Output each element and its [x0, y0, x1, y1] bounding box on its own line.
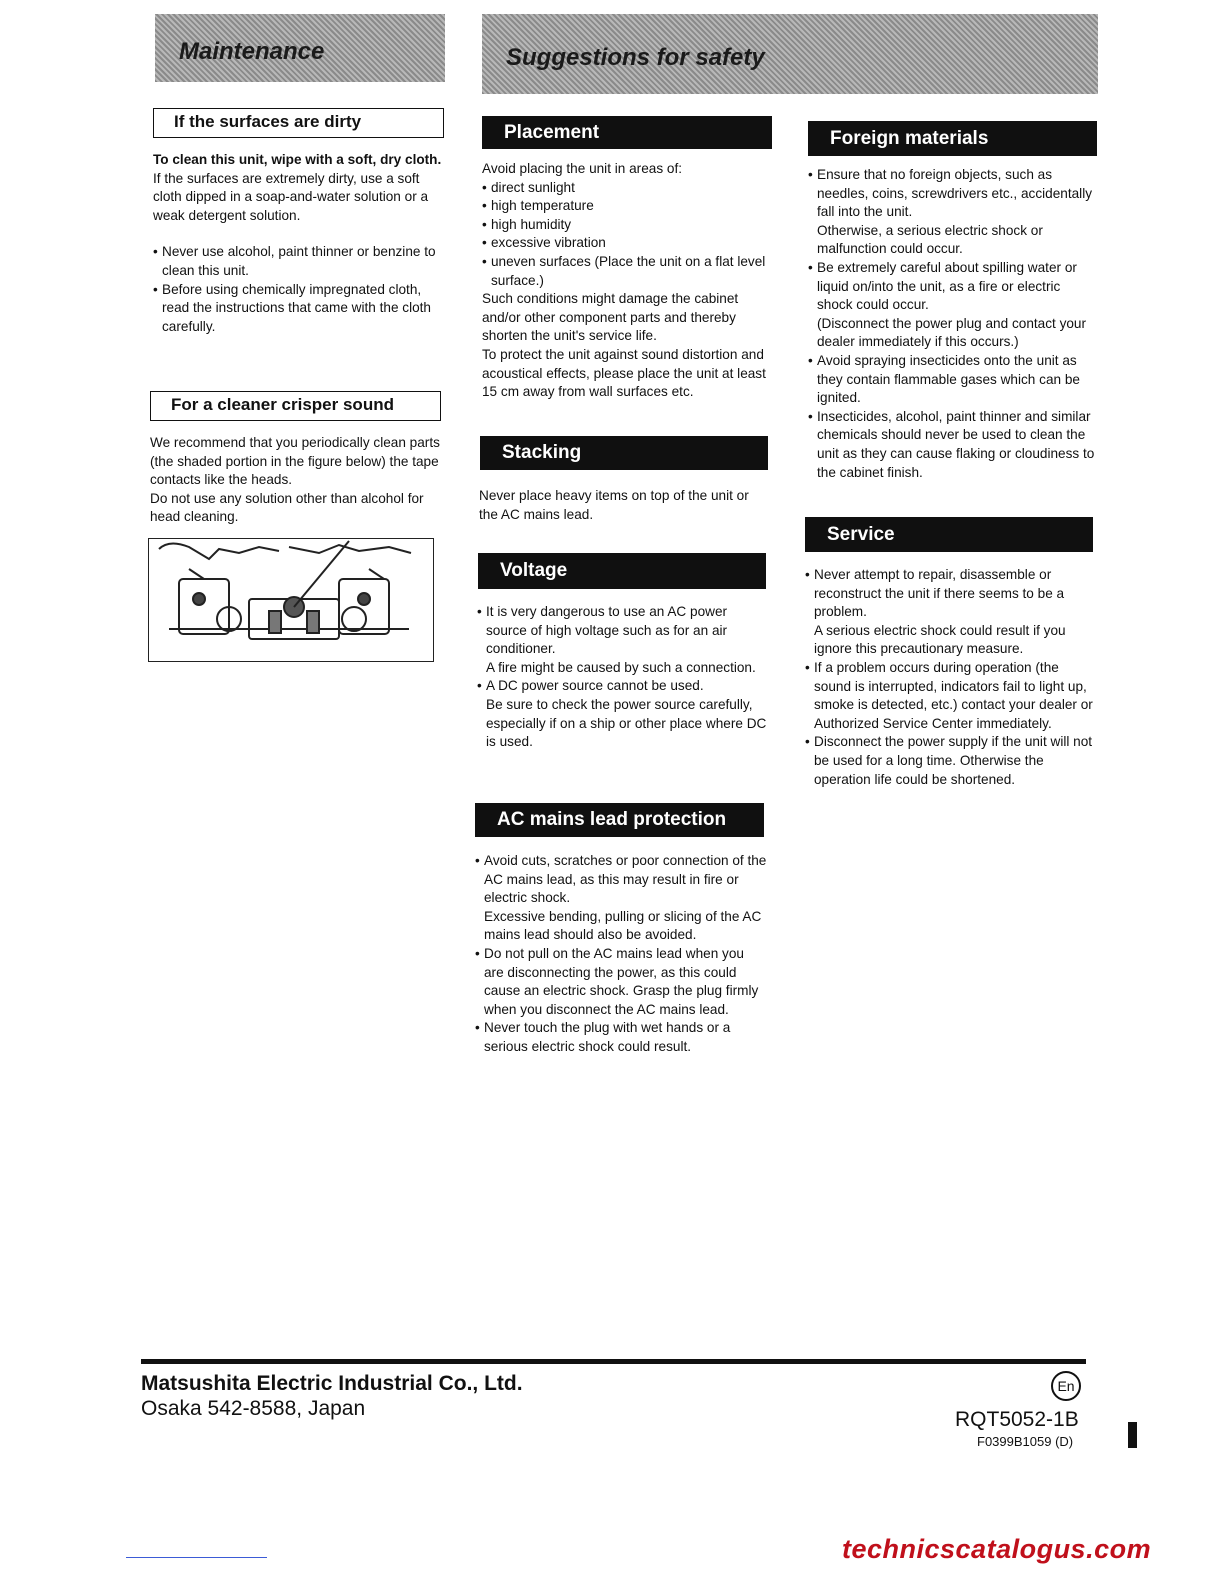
- dirty-heading-label: If the surfaces are dirty: [174, 112, 362, 131]
- crisper-heading: [150, 391, 441, 421]
- placement-para: To protect the unit against sound distortion and acoustical effects, please place the unit at least 15 cm away from wall surfaces etc.: [482, 346, 766, 400]
- list-item: • high temperature: [482, 197, 772, 216]
- service-heading-label: Service: [827, 524, 895, 545]
- list-item: [805, 566, 1097, 659]
- foreign-section: [808, 166, 1098, 482]
- dirty-para: If the surfaces are extremely dirty, use a soft cloth dipped in a soap-and-water solution or a weak detergent solution.: [153, 170, 429, 223]
- bullet-text: • Do not pull on the AC mains lead when you are disconnecting the power, as this could cause an electric shock. Grasp the plug firmly when you disconnect the AC mains lead.: [484, 945, 759, 1017]
- company-name: Matsushita Electric Industrial Co., Ltd.: [141, 1372, 523, 1395]
- bullet-text: • It is very dangerous to use an AC power source of high voltage such as for an air conditioner.: [486, 604, 728, 657]
- watermark-link[interactable]: technicscatalogus.com: [842, 1534, 1152, 1564]
- service-section: [805, 566, 1097, 789]
- dirty-section: [153, 151, 443, 336]
- maintenance-title: Maintenance: [179, 38, 325, 65]
- link-underline: [126, 1557, 267, 1558]
- bullet-subtext: Be sure to check the power source carefully, especially if on a ship or other place where DC is used.: [486, 696, 767, 750]
- crisper-section: [150, 434, 440, 527]
- list-item: • excessive vibration: [482, 234, 772, 253]
- list-item: • direct sunlight: [482, 179, 772, 198]
- bullet-text: • Never attempt to repair, disassemble or reconstruct the unit if there seems to be a problem.: [814, 567, 1065, 620]
- voltage-section: [477, 603, 769, 752]
- footer-rule: [141, 1359, 1086, 1364]
- company-address: Osaka 542-8588, Japan: [141, 1397, 366, 1420]
- bullet-subtext: (Disconnect the power plug and contact your dealer immediately if this occurs.): [817, 315, 1087, 350]
- page-edge-mark: [1128, 1422, 1137, 1448]
- mains-heading: [475, 803, 764, 837]
- service-bullets: [805, 566, 1097, 789]
- bullet-text: • Insecticides, alcohol, paint thinner and similar chemicals should never be used to clean the unit as they can cause flaking or cloudiness to the cabinet finish.: [817, 408, 1095, 480]
- mains-bullets: [475, 852, 767, 1057]
- list-item: [475, 1019, 767, 1056]
- foreign-bullets: [808, 166, 1098, 482]
- bullet-subtext: A fire might be caused by such a connection.: [486, 659, 756, 675]
- placement-para: Such conditions might damage the cabinet and/or other component parts and thereby shorten the unit's service life.: [482, 291, 739, 344]
- language-badge: En: [1051, 1371, 1081, 1401]
- safety-title: Suggestions for safety: [506, 44, 765, 71]
- crisper-heading-label: For a cleaner crisper sound: [171, 395, 394, 414]
- crisper-para: Do not use any solution other than alcohol for head cleaning.: [150, 490, 424, 525]
- foreign-heading-label: Foreign materials: [830, 128, 989, 149]
- voltage-bullets: [477, 603, 769, 752]
- list-item: [475, 852, 767, 945]
- stacking-para: Never place heavy items on top of the unit or the AC mains lead.: [479, 488, 749, 522]
- bullet-text: • Disconnect the power supply if the unit will not be used for a long time. Otherwise the operation life could be shortened.: [814, 734, 1093, 787]
- mains-heading-label: AC mains lead protection: [497, 809, 727, 830]
- voltage-heading: [478, 553, 766, 589]
- list-item: [477, 603, 769, 677]
- bullet-text: • If a problem occurs during operation (the sound is interrupted, indicators fail to light up, smoke is detected, etc.) contact your dealer or Authorized Service Center immediately.: [814, 659, 1093, 731]
- tape-deck-heads-illustration-icon: [149, 539, 432, 660]
- bullet-text: • Avoid cuts, scratches or poor connection of the AC mains lead, as this may result in fire or electric shock.: [484, 853, 767, 906]
- list-item: [808, 352, 1098, 408]
- dirty-intro: To clean this unit, wipe with a soft, dry cloth.: [153, 152, 442, 167]
- bullet-text: • Never touch the plug with wet hands or a serious electric shock could result.: [484, 1020, 731, 1054]
- list-item: [805, 659, 1097, 733]
- foreign-heading: [808, 121, 1097, 156]
- bullet-subtext: Otherwise, a serious electric shock or malfunction could occur.: [817, 222, 1043, 257]
- bullet-subtext: A serious electric shock could result if you ignore this precautionary measure.: [814, 622, 1066, 657]
- bullet-subtext: Excessive bending, pulling or slicing of the AC mains lead should also be avoided.: [484, 908, 762, 943]
- print-code: F0399B1059 (D): [977, 1434, 1074, 1449]
- list-item: • Before using chemically impregnated cloth, read the instructions that came with the cloth carefully.: [153, 281, 443, 337]
- list-item: [477, 677, 769, 751]
- list-item: • Never use alcohol, paint thinner or benzine to clean this unit.: [153, 243, 443, 280]
- mains-section: [475, 852, 767, 1057]
- stacking-heading-label: Stacking: [502, 442, 582, 463]
- stacking-section: [479, 487, 769, 524]
- placement-section: [482, 160, 772, 402]
- list-item: [805, 733, 1097, 789]
- service-heading: [805, 517, 1093, 552]
- bullet-text: • Ensure that no foreign objects, such as needles, coins, screwdrivers etc., accidentally fall into the unit.: [817, 167, 1093, 220]
- stacking-heading: [480, 436, 768, 470]
- tape-heads-figure: [148, 538, 434, 662]
- placement-bullets: [482, 179, 772, 291]
- bullet-text: • A DC power source cannot be used.: [486, 678, 704, 694]
- bullet-text: • Avoid spraying insecticides onto the unit as they contain flammable gases which can be ignited.: [817, 352, 1080, 406]
- maintenance-banner: [155, 14, 445, 82]
- bullet-text: • Be extremely careful about spilling water or liquid on/into the unit, as a fire or electric shock could occur.: [817, 259, 1077, 313]
- list-item: [808, 408, 1098, 482]
- safety-banner: [482, 14, 1098, 94]
- placement-heading-label: Placement: [504, 122, 600, 143]
- list-item: [808, 259, 1098, 352]
- placement-intro: Avoid placing the unit in areas of:: [482, 161, 683, 176]
- dirty-heading: [153, 108, 444, 138]
- list-item: • uneven surfaces (Place the unit on a flat level surface.): [482, 253, 772, 290]
- voltage-heading-label: Voltage: [500, 560, 568, 581]
- list-item: [475, 945, 767, 1019]
- dirty-bullets: [153, 243, 443, 336]
- list-item: • high humidity: [482, 216, 772, 235]
- model-code: RQT5052-1B: [955, 1408, 1079, 1431]
- crisper-para: We recommend that you periodically clean parts (the shaded portion in the figure below) the tape contacts like the heads.: [150, 435, 440, 488]
- placement-heading: [482, 116, 772, 149]
- list-item: [808, 166, 1098, 259]
